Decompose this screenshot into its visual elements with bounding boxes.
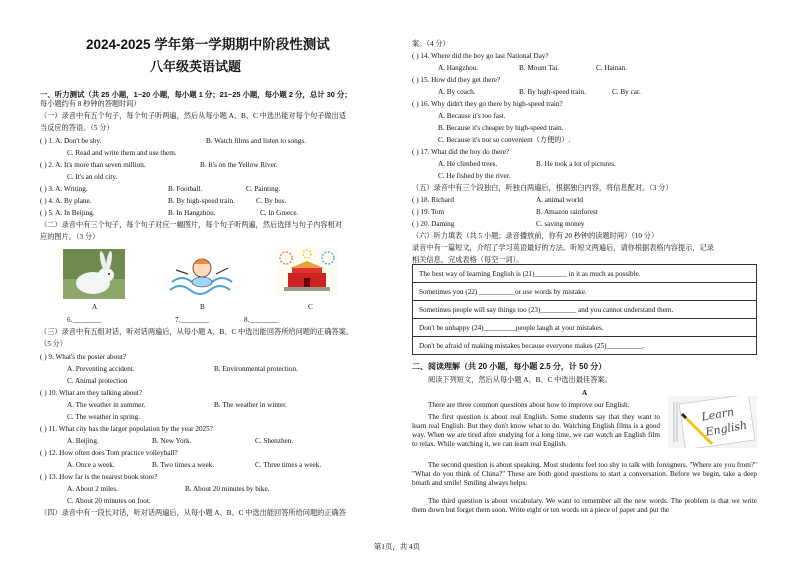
blank-6[interactable]: 6.________ — [67, 316, 102, 324]
section3-instruction2: （5 分） — [40, 340, 67, 348]
q12-option-a: A. Once a week. — [67, 461, 115, 469]
q14-option-a: A. Hangzhou. — [438, 64, 479, 72]
part2-heading: 二、阅读理解（共 20 小题，每小题 2.5 分，计 50 分） — [412, 362, 607, 371]
q16-option-c: C. Because it's not so convenient（方便的）. — [438, 136, 571, 144]
english-text: English — [704, 418, 749, 439]
fill-in-table — [412, 264, 757, 355]
q16-option-b: B. Because it's cheaper by high-speed train. — [438, 124, 564, 132]
q13-option-b: B. About 20 minutes by bike. — [185, 485, 270, 493]
section6-instruction2: 录音中有一篇短文，介绍了学习英语最好的方法。听短文两遍后，请你根据表格内容提示，记录 — [412, 244, 714, 252]
table-row[interactable]: Don't be afraid of making mistakes because everyone makes (25)__________. — [413, 337, 757, 355]
q12-option-c: C. Three times a week. — [255, 461, 322, 469]
q16-option-a: A. Because it's too fast. — [438, 112, 506, 120]
q1-option-b: B. Watch films and listen to songs. — [206, 137, 306, 145]
q17: ( ) 17. What did the boy do there? — [412, 148, 510, 156]
passage-p4: The third question is about vocabulary. We want to remember all the new words. The problem is that we write them down but forget them soon. Write eight or ten words on a piece of paper and put the — [412, 497, 757, 514]
q9-option-a: A. Preventing accident. — [67, 365, 135, 373]
q10-option-c: C. The weather in spring. — [67, 413, 140, 421]
q13-option-c: C. About 20 minutes on foot. — [67, 497, 151, 505]
q14-option-b: B. Mount Tai. — [519, 64, 560, 72]
section6-instruction3: 相关信息，完成表格（每空一词）。 — [412, 256, 524, 264]
q13: ( ) 13. How far is the nearest book store? — [40, 473, 158, 481]
q15-option-c: C. By car. — [612, 88, 641, 96]
q19: ( ) 19. Tom — [412, 208, 445, 216]
page-footer: 第1页，共 4页 — [373, 542, 421, 551]
passage-label: A — [582, 389, 588, 397]
q5: ( ) 5. A. In Beijing. — [40, 209, 95, 217]
q13-option-a: A. About 2 miles. — [67, 485, 118, 493]
q11-option-a: A. Beijing. — [67, 437, 99, 445]
q3-option-c: C. Painting. — [246, 185, 281, 193]
q18: ( ) 18. Richard — [412, 196, 454, 204]
section3-instruction: （三）录音中有五组对话，听对话两遍后，从每小题 A、B、C 中选出能回答所给问题的正确答案。 — [40, 328, 354, 336]
q17-option-c: C. He fished by the river. — [438, 172, 511, 180]
q15: ( ) 15. How did they get there? — [412, 76, 501, 84]
exam-title: 2024-2025 学年第一学期期中阶段性测试 — [86, 37, 330, 52]
section4-cont: 案。（4 分） — [412, 40, 450, 48]
table-row[interactable]: The best way of learning English is (21)_________ in it as much as possible. — [413, 265, 757, 283]
q4-option-c: C. By bus. — [256, 197, 287, 205]
q14: ( ) 14. Where did the boy go last National Day? — [412, 52, 549, 60]
q17-option-a: A. He climbed trees. — [438, 160, 498, 168]
passage-p2: The first question is about real English. Some students say that they want to learn real English. But they don't know what to do. Watching English films is a good way. When we are tired after studying for a long time, we can watch an English film to relax. While watching it, we can learn real English. — [412, 413, 660, 448]
section4-instruction: （四）录音中有一段长对话，听对话两遍后，从每小题 A、B、C 中选出能回答所给问题的正确答 — [40, 509, 346, 517]
q15-option-a: A. By coach. — [438, 88, 476, 96]
table-row[interactable]: Sometimes people will say things too (23)__________ and you cannot understand them. — [413, 301, 757, 319]
blank-7[interactable]: 7.________ — [175, 316, 210, 324]
q20-match: C. saving money — [536, 220, 585, 228]
table-row[interactable]: Don't be unhappy (24)_________people laugh at your mistakes. — [413, 319, 757, 337]
rabbit-picture — [63, 249, 125, 299]
q9-option-c: C. Animal protection — [67, 377, 128, 385]
q5-option-c: C. In Greece. — [260, 209, 299, 217]
tiananmen-fireworks-picture — [276, 248, 338, 296]
q5-option-b: B. In Hangzhou. — [168, 209, 216, 217]
q16: ( ) 16. Why didn't they go there by high-speed train? — [412, 100, 563, 108]
q10-option-b: B. The weather in winter. — [214, 401, 287, 409]
picture-label-a: A — [92, 303, 98, 311]
q4: ( ) 4. A. By plane. — [40, 197, 92, 205]
q12: ( ) 12. How often does Tom practice volleyball? — [40, 449, 178, 457]
picture-label-b: B — [200, 303, 205, 311]
part1-heading2: 每小题约有 8 秒钟的答题时间） — [40, 100, 141, 108]
section6-instruction: （六）听力填表（共 5 小题；录音播放前，你有 20 秒钟的读题时间）（10 分） — [412, 232, 659, 240]
q10: ( ) 10. What are they talking about? — [40, 389, 143, 397]
exam-subtitle: 八年级英语试题 — [150, 59, 242, 74]
q11-option-c: C. Shenzhen. — [255, 437, 294, 445]
q11: ( ) 11. What city has the larger population by the year 2025? — [40, 425, 213, 433]
q12-option-b: B. Two times a week. — [152, 461, 215, 469]
section1-instruction2: 当反应的答语。（5 分） — [40, 124, 114, 132]
section2-instruction2: 应的图片。（3 分） — [40, 233, 100, 241]
section5-instruction: （五）录音中有三个段独白，听独白两遍后，根据独白内容，将信息配对。（3 分） — [412, 184, 673, 192]
q10-option-a: A. The weather in summer. — [67, 401, 146, 409]
learn-english-picture — [668, 396, 757, 448]
part2-instruction: 阅读下列短文，然后从每小题 A、B、C 中选出最佳答案。 — [428, 376, 612, 384]
blank-8[interactable]: 8.________ — [244, 316, 279, 324]
q3-option-b: B. Football. — [168, 185, 203, 193]
q14-option-c: C. Hainan. — [596, 64, 627, 72]
q11-option-b: B. New York. — [152, 437, 192, 445]
q18-match: A. animal world — [536, 196, 583, 204]
q15-option-b: B. By high-speed train. — [519, 88, 586, 96]
passage-p3: The second question is about speaking. Most students feel too shy to talk with foreigners. "Where are you from?" "What do you think of China?" These are both good questions to start a conversation. Before we begin, take a deep breath and smile! Smiling always helps. — [412, 461, 757, 487]
cartoon-picture — [168, 252, 236, 298]
q20: ( ) 20. Daming — [412, 220, 455, 228]
section2-instruction: （二）录音中有三个句子，每个句子对应一幅图片，每个句子听两遍，然后选择与句子内容相对 — [40, 221, 342, 229]
learn-text: Learn — [700, 405, 735, 424]
q4-option-b: B. By high-speed train. — [168, 197, 235, 205]
section1-instruction: （一）录音中有五个句子，每个句子听两遍，然后从每小题 A、B、C 中选出能对每个句子做出适 — [40, 112, 346, 120]
q3: ( ) 3. A. Writing. — [40, 185, 88, 193]
passage-p1: There are three common questions about how to improve our English. — [428, 401, 630, 409]
q17-option-b: B. He took a lot of pictures. — [536, 160, 616, 168]
q2-option-c: C. It's an old city. — [67, 173, 118, 181]
q1-option-c: C. Read and write them and use them. — [67, 149, 177, 157]
q1: ( ) 1. A. Don't be shy. — [40, 137, 102, 145]
picture-label-c: C — [308, 303, 313, 311]
q2: ( ) 2. A. It's more than seven million. — [40, 161, 146, 169]
table-row[interactable]: Sometimes you (22) __________or use words by mistake. — [413, 283, 757, 301]
q2-option-b: B. It's on the Yellow River. — [200, 161, 278, 169]
q9-option-b: B. Environmental protection. — [214, 365, 298, 373]
q19-match: B. Amazon rainforest — [536, 208, 598, 216]
q9: ( ) 9. What's the poster about? — [40, 353, 126, 361]
part1-heading: 一、听力测试（共 25 小题，1~20 小题，每小题 1 分；21~25 小题，每小题 2 分，总计 30 分； — [40, 90, 352, 99]
